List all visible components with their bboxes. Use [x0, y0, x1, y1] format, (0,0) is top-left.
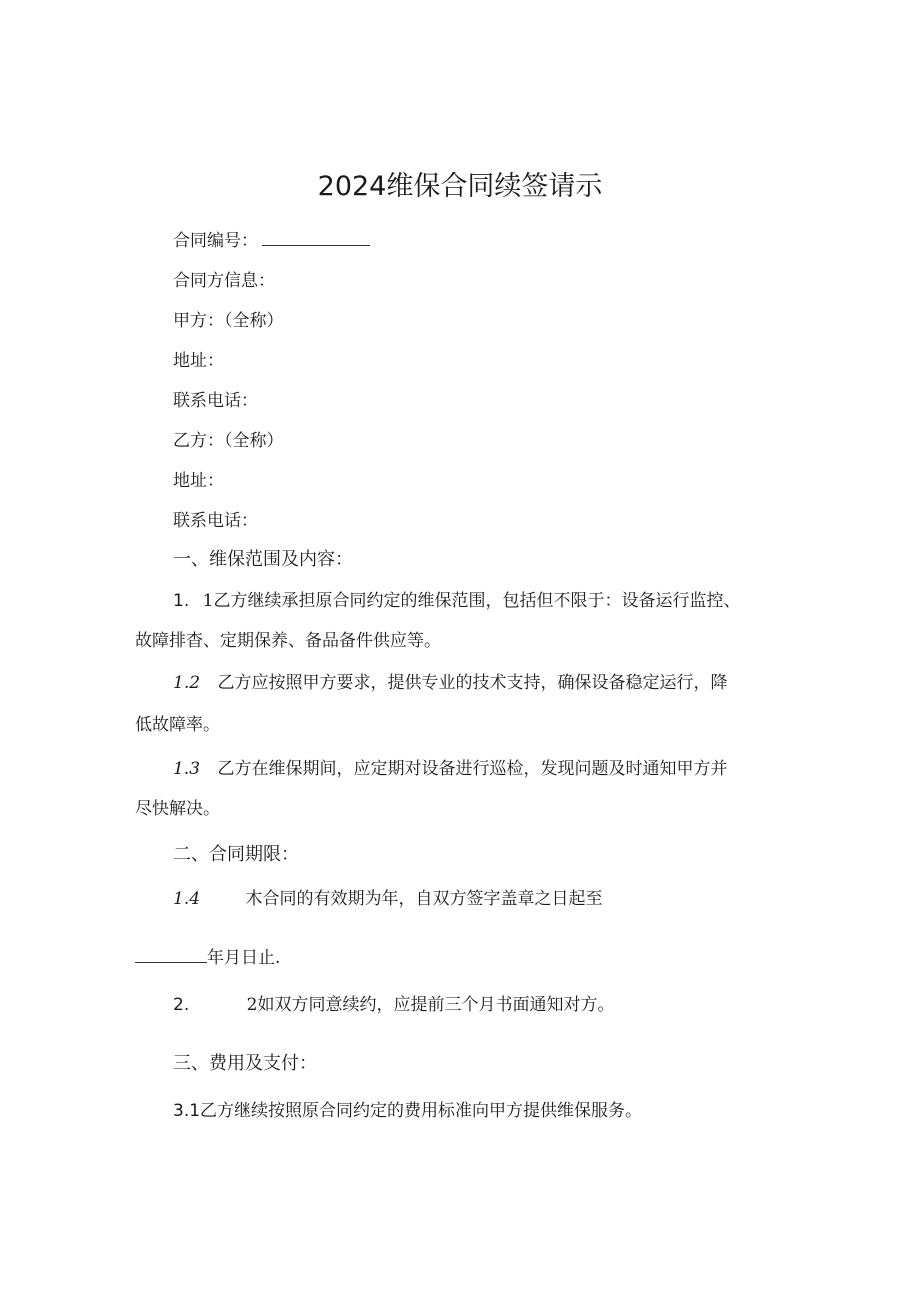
party-b-label: 乙方：（全称） — [173, 431, 284, 451]
party-a-label: 甲方：（全称） — [173, 311, 284, 331]
section1-item1-line1 — [173, 589, 740, 613]
section2-item1-number: 1.4 — [173, 889, 201, 909]
section1-item3-number: 1.3 — [173, 759, 201, 779]
section2-item2 — [173, 993, 614, 1017]
party-a-address: 地址： — [173, 351, 224, 371]
end-date-blank — [135, 948, 207, 963]
contract-number-blank — [262, 231, 370, 246]
section3-item1-text: 乙方继续按照原合同约定的费用标准向甲方提供维保服务。 — [200, 1101, 643, 1121]
section1-item3-line2: 尽快解决。 — [135, 799, 220, 819]
party-info-label: 合同方信息： — [173, 271, 275, 291]
party-a-phone: 联系电话： — [173, 391, 258, 411]
document-title: 2024维保合同续签请示 — [317, 171, 603, 202]
section2-item1-line2 — [135, 946, 280, 970]
section2-item1-line1 — [173, 887, 602, 911]
contract-number-row — [173, 229, 370, 253]
section2-item2-number: 2. — [173, 995, 190, 1015]
section2-item1-end: 年月日止. — [207, 948, 281, 968]
section3-item1-number: 3.1 — [173, 1101, 201, 1121]
section1-item2-line2: 低故障率。 — [135, 715, 220, 735]
section1-item2-line1 — [173, 671, 727, 695]
section1-item1-number: 1. — [173, 591, 190, 611]
section1-item2-number: 1.2 — [173, 673, 201, 693]
section1-item1-text: 1乙方继续承担原合同约定的维保范围，包括但不限于：设备运行监控、 — [202, 591, 741, 611]
section1-heading: 一、维保范围及内容： — [173, 549, 353, 570]
section1-item3-text: 乙方在维保期间，应定期对设备进行巡检，发现问题及时通知甲方并 — [217, 759, 728, 779]
contract-number-label: 合同编号： — [173, 231, 258, 251]
section1-item1-line2: 故障排杳、定期保养、备品备件供应等。 — [135, 631, 441, 651]
section2-heading: 二、合同期限： — [173, 844, 299, 865]
section1-item3-line1 — [173, 757, 727, 781]
section1-item2-text: 乙方应按照甲方要求，提供专业的技术支持，确保设备稳定运行，降 — [217, 673, 728, 693]
party-b-phone: 联系电话： — [173, 511, 258, 531]
section2-item1-text: 木合同的有效期为年，自双方签字盖章之日起至 — [245, 889, 603, 909]
section3-item1 — [173, 1099, 642, 1123]
party-b-address: 地址： — [173, 471, 224, 491]
section2-item2-text: 2如双方同意续约，应提前三个月书面通知对方。 — [246, 995, 615, 1015]
section3-heading: 三、费用及支付： — [173, 1053, 317, 1074]
